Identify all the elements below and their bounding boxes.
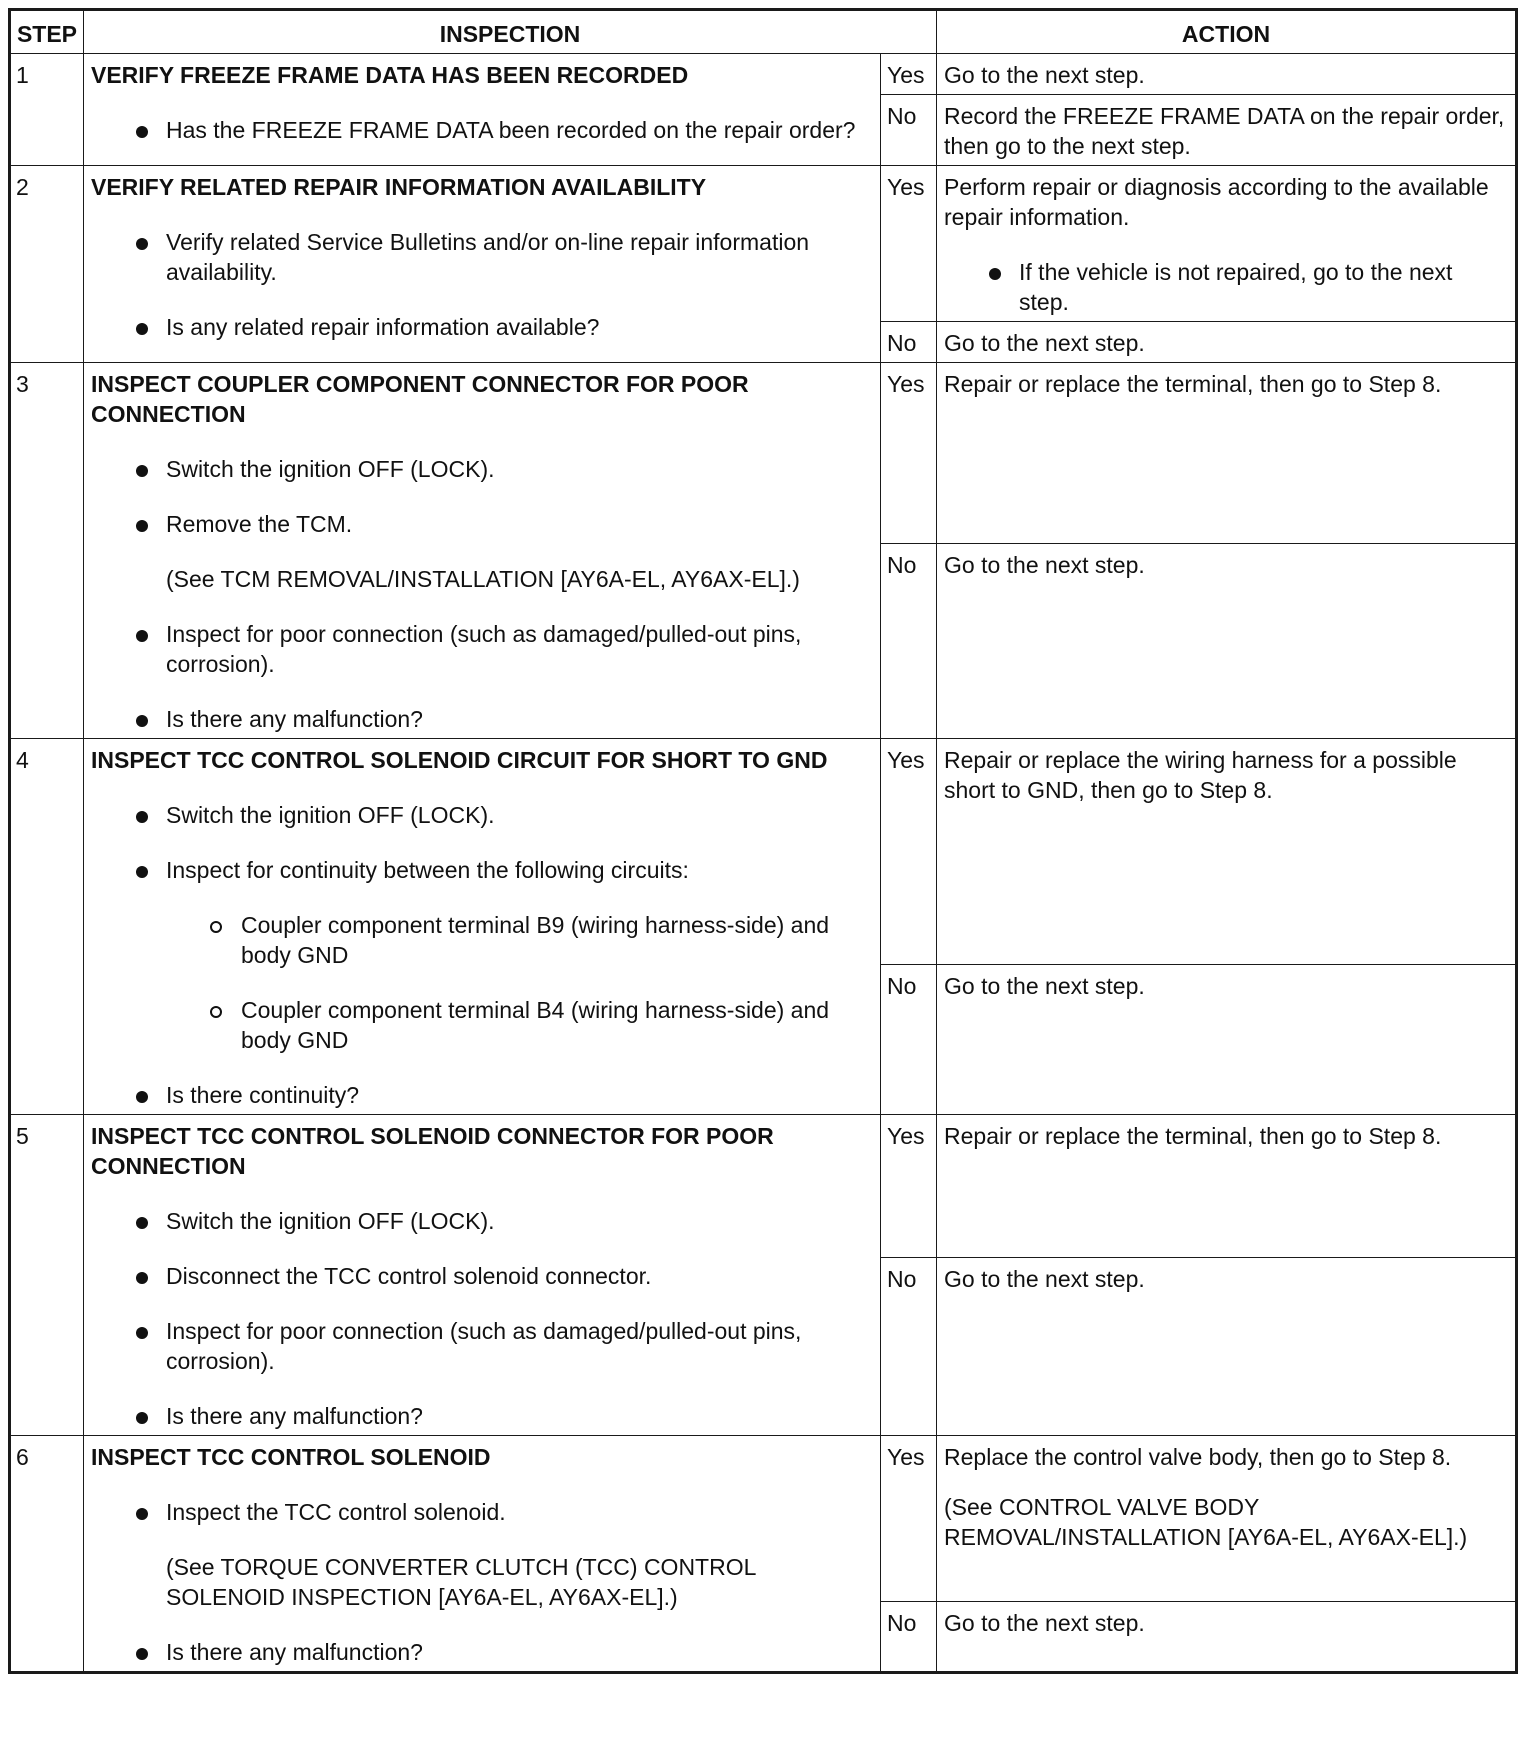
yes-label: Yes [881, 1436, 937, 1602]
reference-text: (See TORQUE CONVERTER CLUTCH (TCC) CONTROL SOLENOID INSPECTION [AY6A-EL, AY6AX-EL].) [166, 1554, 756, 1610]
no-action: Go to the next step. [937, 1602, 1517, 1673]
inspection-bullet: Disconnect the TCC control solenoid connector. [91, 1261, 873, 1291]
step-title: INSPECT TCC CONTROL SOLENOID CONNECTOR FOR POOR CONNECTION [91, 1123, 774, 1179]
step-number: 6 [10, 1436, 84, 1673]
yes-label: Yes [881, 166, 937, 322]
inspection-bullet: Has the FREEZE FRAME DATA been recorded on the repair order? [91, 115, 873, 145]
yes-label: Yes [881, 1115, 937, 1258]
step-4-yes-row [10, 739, 1517, 965]
inspection-bullet [91, 1497, 873, 1612]
header-step: STEP [10, 10, 84, 54]
inspection-bullet: Switch the ignition OFF (LOCK). [91, 800, 873, 830]
step-number: 2 [10, 166, 84, 363]
bullet-text: Inspect for continuity between the following circuits: [166, 857, 689, 883]
no-label: No [881, 95, 937, 166]
inspection-bullet: Switch the ignition OFF (LOCK). [91, 1206, 873, 1236]
no-action: Go to the next step. [937, 965, 1517, 1115]
inspection-bullet: Is there any malfunction? [91, 1637, 873, 1667]
step-1-yes-row [10, 54, 1517, 95]
inspection-bullet [91, 855, 873, 1055]
inspection-bullet: Is there any malfunction? [91, 1401, 873, 1431]
diagnostic-table [8, 8, 1518, 1674]
no-label: No [881, 544, 937, 739]
step-title: VERIFY FREEZE FRAME DATA HAS BEEN RECORDED [91, 62, 689, 88]
yes-action: Replace the control valve body, then go to Step 8. [944, 1444, 1452, 1470]
yes-label: Yes [881, 54, 937, 95]
header-row [10, 10, 1517, 54]
inspection-bullet: Is any related repair information available? [91, 312, 873, 342]
inspection-bullet: Inspect for poor connection (such as damaged/pulled-out pins, corrosion). [91, 619, 873, 679]
step-title: INSPECT TCC CONTROL SOLENOID CIRCUIT FOR SHORT TO GND [91, 747, 828, 773]
yes-action: Perform repair or diagnosis according to the available repair information. [944, 174, 1489, 230]
yes-label: Yes [881, 363, 937, 544]
step-title: INSPECT COUPLER COMPONENT CONNECTOR FOR POOR CONNECTION [91, 371, 749, 427]
yes-action: Go to the next step. [937, 54, 1517, 95]
step-3-yes-row [10, 363, 1517, 544]
header-action: ACTION [937, 10, 1517, 54]
no-action: Go to the next step. [937, 544, 1517, 739]
no-label: No [881, 322, 937, 363]
step-number: 5 [10, 1115, 84, 1436]
step-number: 4 [10, 739, 84, 1115]
no-action: Record the FREEZE FRAME DATA on the repair order, then go to the next step. [937, 95, 1517, 166]
inspection-bullet: Is there continuity? [91, 1080, 873, 1110]
step-inspection [84, 1436, 881, 1673]
step-title: VERIFY RELATED REPAIR INFORMATION AVAILABILITY [91, 174, 707, 200]
header-inspection: INSPECTION [84, 10, 937, 54]
no-label: No [881, 1258, 937, 1436]
step-6-yes-row [10, 1436, 1517, 1602]
step-inspection [84, 1115, 881, 1436]
inspection-bullet: Is there any malfunction? [91, 704, 873, 734]
no-label: No [881, 965, 937, 1115]
step-title: INSPECT TCC CONTROL SOLENOID [91, 1444, 491, 1470]
inspection-bullet [91, 509, 873, 594]
no-action: Go to the next step. [937, 322, 1517, 363]
step-2-yes-row [10, 166, 1517, 322]
sub-bullet: Coupler component terminal B4 (wiring harness-side) and body GND [166, 995, 873, 1055]
yes-action: Repair or replace the terminal, then go to Step 8. [937, 363, 1517, 544]
yes-label: Yes [881, 739, 937, 965]
bullet-text: Inspect the TCC control solenoid. [166, 1499, 506, 1525]
inspection-bullet: Inspect for poor connection (such as damaged/pulled-out pins, corrosion). [91, 1316, 873, 1376]
step-number: 1 [10, 54, 84, 166]
yes-action-cell [937, 1436, 1517, 1602]
inspection-bullet: Verify related Service Bulletins and/or on-line repair information availability. [91, 227, 873, 287]
yes-action: Repair or replace the wiring harness for a possible short to GND, then go to Step 8. [937, 739, 1517, 965]
step-number: 3 [10, 363, 84, 739]
action-bullet: If the vehicle is not repaired, go to the next step. [944, 257, 1508, 317]
reference-text: (See TCM REMOVAL/INSTALLATION [AY6A-EL, AY6AX-EL].) [166, 566, 800, 592]
step-inspection [84, 363, 881, 739]
step-5-yes-row [10, 1115, 1517, 1258]
yes-action-cell [937, 166, 1517, 322]
bullet-text: Remove the TCM. [166, 511, 353, 537]
step-inspection [84, 739, 881, 1115]
step-inspection [84, 166, 881, 363]
action-reference: (See CONTROL VALVE BODY REMOVAL/INSTALLATION [AY6A-EL, AY6AX-EL].) [944, 1494, 1468, 1550]
inspection-bullet: Switch the ignition OFF (LOCK). [91, 454, 873, 484]
no-label: No [881, 1602, 937, 1673]
no-action: Go to the next step. [937, 1258, 1517, 1436]
step-inspection [84, 54, 881, 166]
sub-bullet: Coupler component terminal B9 (wiring harness-side) and body GND [166, 910, 873, 970]
yes-action: Repair or replace the terminal, then go to Step 8. [937, 1115, 1517, 1258]
